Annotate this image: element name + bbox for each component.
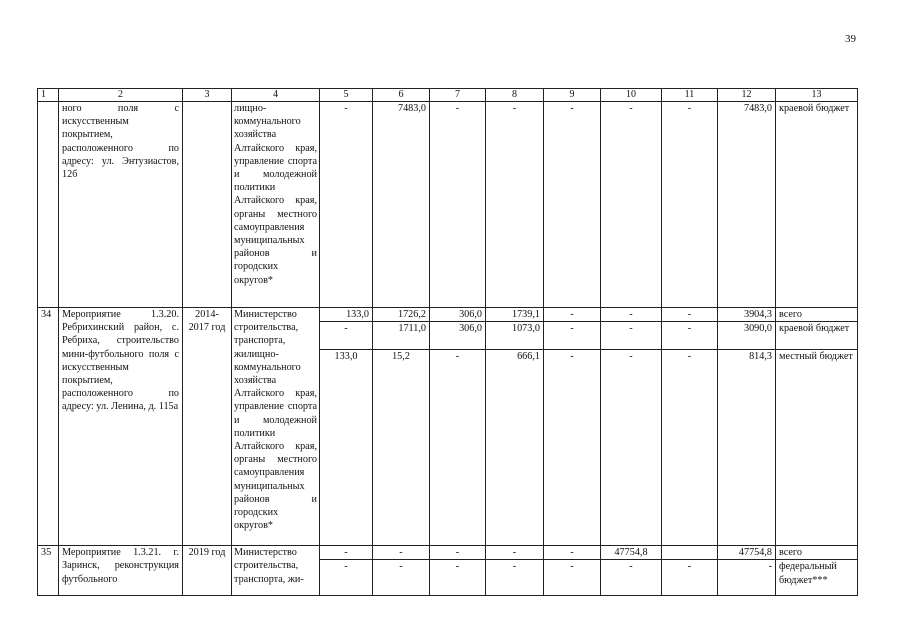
cell-measure: Мероприятие 1.3.21. г. Заринск, реконструкция футбольного xyxy=(59,546,183,596)
col-header: 6 xyxy=(373,89,430,102)
cell-value: - xyxy=(320,546,373,560)
col-header: 13 xyxy=(776,89,858,102)
cell-value: 7483,0 xyxy=(718,102,776,308)
cell-value: - xyxy=(662,308,718,322)
col-header: 4 xyxy=(232,89,320,102)
cell-value: - xyxy=(544,546,601,560)
table-row xyxy=(38,308,858,322)
cell-value: 133,0 xyxy=(320,350,373,546)
cell-source: местный бюджет xyxy=(776,350,858,546)
cell-value: - xyxy=(320,102,373,308)
cell-value: - xyxy=(601,322,662,350)
cell-value: - xyxy=(718,560,776,596)
cell-value: - xyxy=(430,560,486,596)
cell-measure: Мероприятие 1.3.20. Ребрихинский район, с. Ребриха, строительство мини-футбольного поля с искусственным покрытием, расположенного по адресу: ул. Ленина, д. 115а xyxy=(59,308,183,546)
col-header: 8 xyxy=(486,89,544,102)
cell-value: - xyxy=(544,308,601,322)
cell-executor: Министерство строительства, транспорта, жи- xyxy=(232,546,320,596)
cell-value: - xyxy=(430,350,486,546)
cell-period xyxy=(183,102,232,308)
cell-value: - xyxy=(601,308,662,322)
cell-value xyxy=(662,546,718,560)
cell-value: - xyxy=(486,560,544,596)
cell-value: - xyxy=(373,560,430,596)
cell-value: 814,3 xyxy=(718,350,776,546)
col-header: 2 xyxy=(59,89,183,102)
col-header: 11 xyxy=(662,89,718,102)
cell-num xyxy=(38,102,59,308)
cell-value: - xyxy=(320,322,373,350)
cell-source: всего xyxy=(776,308,858,322)
cell-num: 35 xyxy=(38,546,59,596)
col-header: 7 xyxy=(430,89,486,102)
cell-value: - xyxy=(601,560,662,596)
col-header: 10 xyxy=(601,89,662,102)
cell-value: - xyxy=(662,350,718,546)
cell-value: - xyxy=(601,102,662,308)
table-row xyxy=(38,102,858,308)
cell-value: - xyxy=(662,322,718,350)
col-header: 1 xyxy=(38,89,59,102)
cell-value: 1726,2 xyxy=(373,308,430,322)
cell-value: 1711,0 xyxy=(373,322,430,350)
cell-measure: ного поля с искусственным покрытием, расположенного по адресу: ул. Энтузиастов, 12б xyxy=(59,102,183,308)
cell-value: - xyxy=(544,350,601,546)
col-header: 12 xyxy=(718,89,776,102)
col-header: 9 xyxy=(544,89,601,102)
cell-value: - xyxy=(320,560,373,596)
cell-value: - xyxy=(430,546,486,560)
cell-value: 133,0 xyxy=(320,308,373,322)
cell-source: краевой бюджет xyxy=(776,322,858,350)
cell-value: - xyxy=(544,322,601,350)
cell-value: 3904,3 xyxy=(718,308,776,322)
cell-value: - xyxy=(486,546,544,560)
cell-period: 2014-2017 год xyxy=(183,308,232,546)
cell-period: 2019 год xyxy=(183,546,232,596)
cell-source: федеральный бюджет*** xyxy=(776,560,858,596)
cell-value: 47754,8 xyxy=(718,546,776,560)
cell-value: - xyxy=(662,102,718,308)
cell-source: всего xyxy=(776,546,858,560)
cell-value: - xyxy=(544,102,601,308)
cell-executor: лищно-коммунального хозяйства Алтайского края, управление спорта и молодежной политики Алтайского края, органы местного самоуправления муниципальных районов и городских округов* xyxy=(232,102,320,308)
cell-executor: Министерство строительства, транспорта, жилищно-коммунального хозяйства Алтайского края, управление спорта и молодежной политики Алтайского края, органы местного самоуправления муниципальных районов и городских округов* xyxy=(232,308,320,546)
cell-value: - xyxy=(662,560,718,596)
cell-value: 7483,0 xyxy=(373,102,430,308)
cell-value: 1073,0 xyxy=(486,322,544,350)
cell-value: 1739,1 xyxy=(486,308,544,322)
cell-value: - xyxy=(430,102,486,308)
cell-value: - xyxy=(373,546,430,560)
cell-value: - xyxy=(486,102,544,308)
cell-value: 15,2 xyxy=(373,350,430,546)
cell-source: краевой бюджет xyxy=(776,102,858,308)
page-number: 39 xyxy=(845,33,856,45)
cell-value: 306,0 xyxy=(430,322,486,350)
cell-num: 34 xyxy=(38,308,59,546)
cell-value: 666,1 xyxy=(486,350,544,546)
program-table xyxy=(37,88,858,596)
table-row xyxy=(38,546,858,560)
header-row xyxy=(38,89,858,102)
cell-value: 306,0 xyxy=(430,308,486,322)
col-header: 5 xyxy=(320,89,373,102)
cell-value: 47754,8 xyxy=(601,546,662,560)
col-header: 3 xyxy=(183,89,232,102)
cell-value: - xyxy=(544,560,601,596)
cell-value: - xyxy=(601,350,662,546)
cell-value: 3090,0 xyxy=(718,322,776,350)
